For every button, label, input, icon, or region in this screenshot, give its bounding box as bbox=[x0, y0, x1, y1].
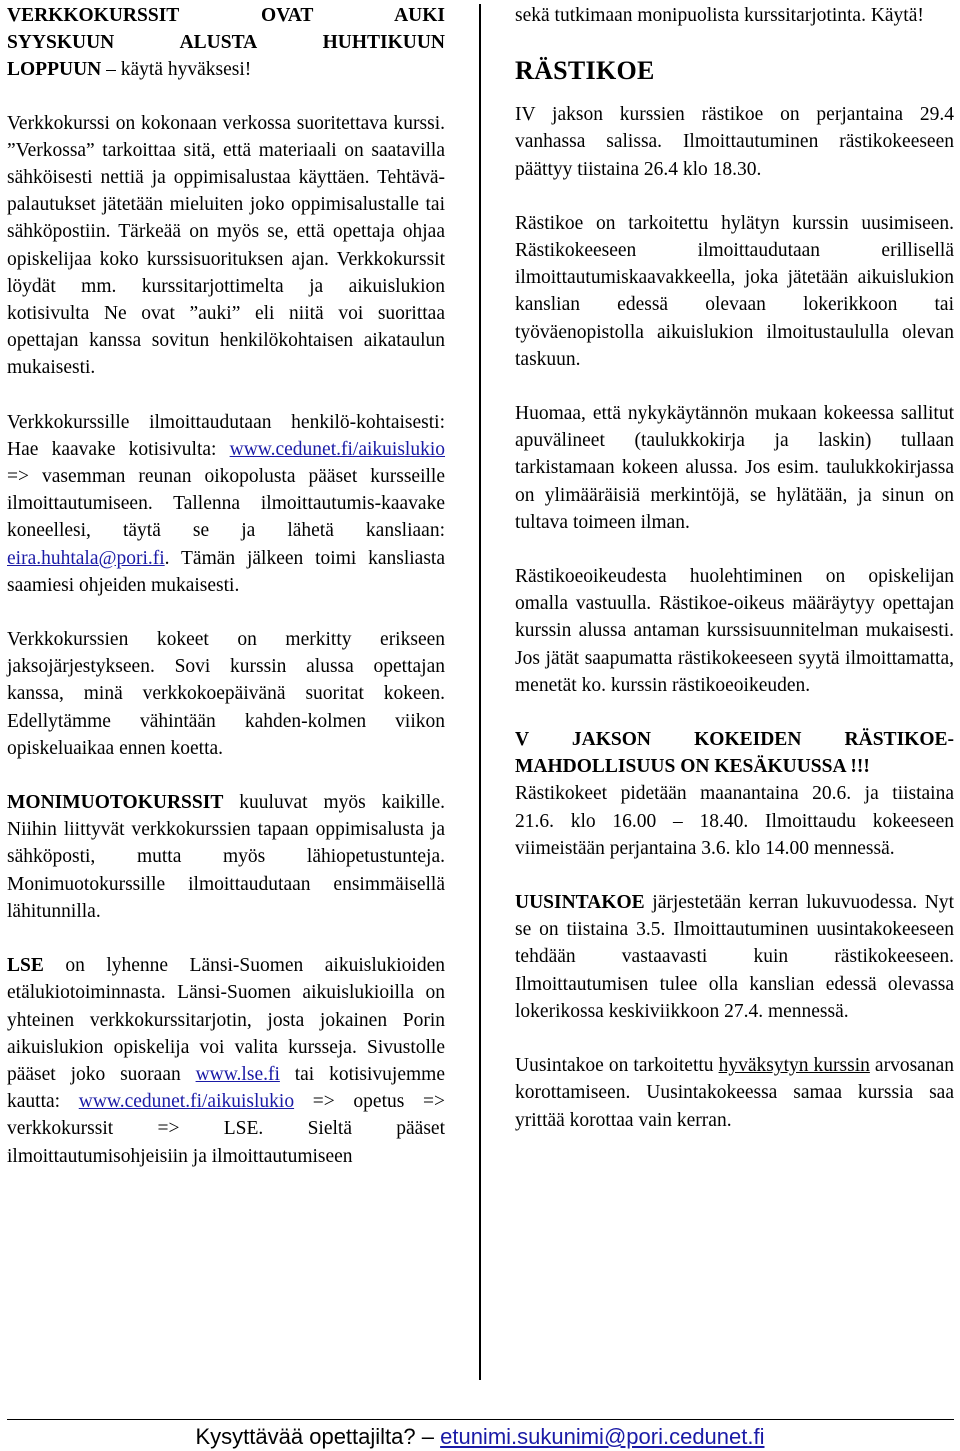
uusintakoe-text: järjestetään kerran lukuvuodessa. Nyt se on tiistaina 3.5. Ilmoittautuminen uusintakokeeseen tehdään vastaavasti kuin rästikokeeseen. Ilmoittautumisen tulee olla kanslian edessä olevassa lokerikossa keskiviikkoon 27.4. mennessä. bbox=[515, 892, 954, 1022]
v-jakso-heading: V JAKSON KOKEIDEN RÄSTIKOE-MAHDOLLISUUS ON KESÄKUUSSA !!! bbox=[515, 729, 954, 778]
footer-rule bbox=[7, 1419, 954, 1420]
heading-rastikoe: RÄSTIKOE bbox=[515, 56, 655, 86]
monimuoto-heading: MONIMUOTOKURSSIT bbox=[7, 792, 224, 814]
lse-text-c: => opetus => verkkokurssit => LSE. Sieltä pääset ilmoittautumisohjeisiin ja ilmoittautumiseen bbox=[7, 1091, 445, 1167]
paragraph-monimuoto bbox=[7, 789, 445, 925]
column-divider bbox=[479, 4, 481, 1380]
title-line-3: LOPPUUN bbox=[7, 59, 102, 81]
footer-email-link[interactable]: etunimi.sukunimi@pori.cedunet.fi bbox=[440, 1424, 765, 1449]
footer bbox=[0, 1423, 960, 1451]
left-column bbox=[7, 2, 445, 1197]
lse-text-a: on lyhenne Länsi-Suomen aikuislukioiden etälukiotoiminnasta. Länsi-Suomen aikuislukioilla on yhteinen verkkokurssitarjotin, josta jokainen Porin aikuislukion opiskelija voi valita kursseja. Sivustolle pääset joko suoraan bbox=[7, 955, 445, 1085]
cedunet-link-2[interactable]: www.cedunet.fi/aikuislukio bbox=[78, 1091, 295, 1113]
r7-underlined: hyväksytyn kurssin bbox=[718, 1055, 870, 1077]
monimuoto-text: kuuluvat myös kaikille. Niihin liittyvät verkkokurssien tapaan oppimisalusta ja sähköposti, mutta myös lähiopetustunteja. Monimuotokurssille ilmoittaudutaan ensimmäisellä lähitunnilla. bbox=[7, 792, 445, 922]
paragraph-ilmoittautuminen bbox=[7, 409, 445, 599]
title-suffix: – käytä hyväksesi! bbox=[101, 59, 252, 81]
paragraph-uusintakoe bbox=[515, 889, 954, 1025]
v-jakso-text: Rästikokeet pidetään maanantaina 20.6. ja tiistaina 21.6. klo 16.00 – 18.40. Ilmoittaudu kokeeseen viimeistään perjantaina 3.6. klo 14.00 mennessä. bbox=[515, 783, 954, 859]
paragraph-rastikoe-purpose: Rästikoe on tarkoitettu hylätyn kurssin uusimiseen. Rästikokeeseen ilmoittaudutaan erillisellä ilmoittautumiskaavakkeella, joka jätetään aikuislukion kanslian edessä olevaan lokerikkoon tai työväenopistolla aikuislukion ilmoitustaululla olevan taskuun. bbox=[515, 212, 954, 370]
paragraph-rastikoeoikeus: Rästikoeoikeudesta huolehtiminen on opiskelijan omalla vastuulla. Rästikoe-oikeus määräytyy opettajan kurssin alussa antaman kurssisuunnitelman mukaisesti. Jos jätät saapumatta rästikokeeseen syytä ilmoittamatta, menetät ko. kurssin rästikoeoikeuden. bbox=[515, 566, 954, 696]
r7-text-a: Uusintakoe on tarkoitettu bbox=[515, 1055, 719, 1077]
footer-dash: – bbox=[415, 1424, 441, 1449]
email-link-kanslia[interactable]: eira.huhtala@pori.fi bbox=[7, 547, 165, 569]
uusintakoe-heading: UUSINTAKOE bbox=[515, 892, 645, 914]
paragraph-kokeet: Verkkokurssien kokeet on merkitty erikseen jaksojärjestykseen. Sovi kurssin alussa opettajan kanssa, minä verkkokoepäivänä suoritat kokeen. Edellytämme vähintään kahden-kolmen viikon opiskeluaikaa ennen koetta. bbox=[7, 629, 445, 759]
p2-text-a: Verkkokurssille ilmoittaudutaan henkilö-kohtaisesti: Hae kaavake kotisivulta: bbox=[7, 411, 445, 460]
section-title-verkkokurssit bbox=[7, 2, 445, 84]
r7-text-b: arvosanan korottamiseen. Uusintakokeessa samaa kurssia saa yrittää korottaa vain kerran. bbox=[515, 1055, 954, 1131]
lse-text-b: tai kotisivujemme kautta: bbox=[7, 1063, 445, 1113]
p2-text-c: . Tämän jälkeen toimi kansliasta saamiesi ohjeiden mukaisesti. bbox=[7, 547, 445, 596]
title-line-2: SYYSKUUN ALUSTA HUHTIKUUN bbox=[7, 32, 445, 54]
p2-text-b: => vasemman reunan oikopolusta pääset kursseille ilmoittautumiseen. Tallenna ilmoittautumis-kaavake koneellesi, täytä se ja lähetä kansliaan: bbox=[7, 466, 445, 542]
paragraph-continuation: sekä tutkimaan monipuolista kurssitarjotinta. Käytä! bbox=[515, 5, 924, 26]
paragraph-apuvalineet: Huomaa, että nykykäytännön mukaan kokeessa sallitut apuvälineet (taulukkokirja ja laskin) tullaan tarkistamaan kokeen alussa. Jos esim. taulukkokirjassa on ylimääräisiä merkintöjä, se hylätään, ja sinun on tultava toimeen ilman. bbox=[515, 403, 954, 533]
cedunet-link[interactable]: www.cedunet.fi/aikuislukio bbox=[229, 438, 445, 460]
lse-link[interactable]: www.lse.fi bbox=[195, 1063, 280, 1085]
paragraph-v-jakso bbox=[515, 726, 954, 862]
right-column bbox=[515, 2, 954, 1161]
paragraph-uusintakoe-purpose bbox=[515, 1052, 954, 1134]
paragraph-verkkokurssi: Verkkokurssi on kokonaan verkossa suoritettava kurssi. ”Verkossa” tarkoittaa sitä, että materiaali on saatavilla sähköisesti nettiä ja oppimisalustaa käyttäen. Tehtävä-palautukset jätetään mieluiten joko oppimisalustalle tai sähköpostiin. Tärkeää on myös se, että opettaja ohjaa opiskelijaa koko kurssisuorituksen ajan. Verkkokurssit löydät mm. kurssitarjottimelta ja aikuislukion kotisivulta Ne ovat ”auki” eli niitä voi suorittaa opettajan kanssa sovitun henkilökohtaisen aikataulun mukaisesti. bbox=[7, 112, 445, 379]
lse-heading: LSE bbox=[7, 955, 44, 977]
paragraph-lse bbox=[7, 952, 445, 1170]
title-line-1: VERKKOKURSSIT OVAT AUKI bbox=[7, 5, 445, 26]
footer-question: Kysyttävää opettajilta? bbox=[195, 1424, 416, 1449]
paragraph-rastikoe-date: IV jakson kurssien rästikoe on perjantaina 29.4 vanhassa salissa. Ilmoittautuminen rästikokeeseen päättyy tiistaina 26.4 klo 18.30. bbox=[515, 104, 954, 180]
